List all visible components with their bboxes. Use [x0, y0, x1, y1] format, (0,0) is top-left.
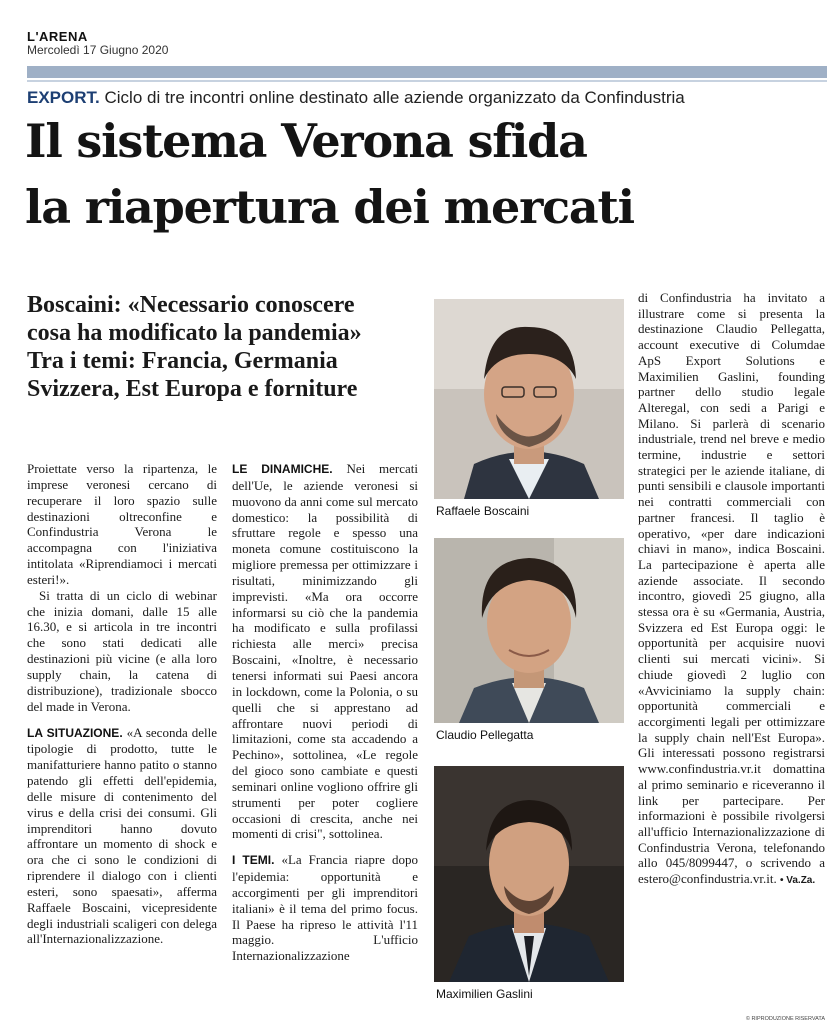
kicker [27, 86, 827, 110]
subhead-line-3: Tra i temi: Francia, Germania [27, 348, 338, 374]
article-column-3 [638, 290, 825, 889]
section-label-dinamiche: LE DINAMICHE. [232, 462, 333, 476]
header-rule-thin [27, 80, 827, 82]
kicker-text: Ciclo di tre incontri online destinato alle aziende organizzato da Confindustria [104, 88, 685, 107]
article-paragraph-text: Nei mercati dell'Ue, le aziende veronesi si muovono da anni come sul mercato domestico: la possibilità di sfruttare regole e spesso una moneta comune costituiscono la migliore premessa per ottimizzare i risultati, minimizzando gli imprevisti. «Ma ora occorre informarsi su ciò che la pandemia ha modificato e sulla profilassi richiesta alle merci» precisa Boscaini, «Inoltre, è necessario tenersi informati sui Paesi ancora in lockdown, come la Polonia, o su quelli che si apprestano ad affrontare nuovi periodi di limitazioni, come sta accadendo a Pechino», sottolinea, «Le regole del gioco sono cambiate e questi seminari online vogliono offrire gli strumenti per poter cogliere occasioni di crescita, anche nei momenti di crisi", sottolinea. [232, 461, 419, 842]
article-paragraph: Proiettate verso la ripartenza, le imprese veronesi cercano di recuperare il loro spazio sulle destinazioni oltreconfine e Confindustria Verona le accompagna con l'iniziativa intitolata «Riprendiamoci i mercati esteri!». [27, 461, 217, 587]
subhead-line-1: Boscaini: «Necessario conoscere [27, 292, 355, 318]
photo-claudio-pellegatta [434, 538, 624, 723]
article-paragraph [232, 461, 418, 842]
photo-maximilien-gaslini [434, 766, 624, 982]
subhead-line-4: Svizzera, Est Europa e forniture [27, 376, 358, 402]
copyright-note: © RIPRODUZIONE RISERVATA [745, 1016, 825, 1022]
photo-caption: Raffaele Boscaini [436, 504, 530, 518]
subhead [27, 291, 427, 403]
photo-caption: Maximilien Gaslini [436, 987, 533, 1001]
article-paragraph: Si tratta di un ciclo di webinar che inizia domani, dalle 15 alle 16.30, e si articola in tre incontri che sono stati dedicati alle destinazioni più vicine (e alla loro supply chain, la catena di distribuzione), tradizionale sbocco del made in Verona. [27, 587, 217, 714]
author-signature: • Va.Za. [779, 875, 816, 887]
photo-caption: Claudio Pellegatta [436, 728, 534, 742]
subhead-line-2: cosa ha modificato la pandemia» [27, 320, 362, 346]
publication-date: Mercoledì 17 Giugno 2020 [27, 43, 169, 57]
portrait-image [434, 538, 624, 723]
article-paragraph-text: «A seconda delle tipologie di prodotto, tutte le manifatturiere hanno patito o stanno patendo gli effetti dell'epidemia, delle misure di contenimento del virus e della crisi dei consumi. Gli imprenditori hanno dovuto affrontare un momento di shock e ora che ci sono le condizioni di riprendere il dialogo con i clienti esteri, sono spaesati», afferma Raffaele Boscaini, vicepresidente degli industriali scaligeri con delega all'Internazionalizzazione. [27, 724, 217, 947]
kicker-tag: EXPORT. [27, 88, 100, 107]
headline-line-2: la riapertura dei mercati [25, 180, 634, 234]
paper-name: L'ARENA [27, 29, 88, 44]
headline [25, 108, 835, 240]
article-paragraph [27, 725, 217, 948]
header-rule [27, 66, 827, 78]
article-paragraph-text: di Confindustria ha invitato a illustrare come si presenta la destinazione Claudio Pellegatta, account executive di Columdae ApS Export Solutions e Maximilien Gaslini, founding partner dello studio legale Alteregal, con sedi a Parigi e Milano. Si parlerà di scenario industriale, trend nel breve e medio termine, industrie e settori strategici per le aziende italiane, di punti sensibili e clausole importanti nei contratti commerciali con partner francesi. Il taglio è operativo, «per dare indicazioni chiavi in mano», indica Boscaini. La partecipazione è aperta alle aziende associate. Il secondo incontro, giovedì 25 giugno, alla stessa ora è su «Germania, Austria, Svizzera ed Est Europa oggi: le opportunità per acquisire nuovi clienti sui mercati vicini». Si chiude giovedì 2 luglio con «Avviciniamo la supply chain: opportunità commerciali e accorgimenti legali per ottimizzare la supply chain nell'Est Europa». Gli interessati possono registrarsi www.confindustria.vr.it domattina al primo seminario e riceveranno il link per partecipare. Per informazioni è possibile rivolgersi all'ufficio Internazionalizzazione di Confindustria Verona, telefonando allo 045/8099447, o scrivendo a estero@confindustria.vr.it. [638, 290, 825, 887]
portrait-image [434, 766, 624, 982]
portrait-image [434, 299, 624, 499]
photo-raffaele-boscaini [434, 299, 624, 499]
article-paragraph-text: «La Francia riapre dopo l'epidemia: opportunità e accorgimenti per gli imprenditori italiani» è il tema del primo focus. Il Paese ha ripreso le attività l'11 maggio. L'ufficio Internazionalizzazione [232, 852, 418, 964]
article-paragraph [638, 290, 825, 889]
article-column-2 [232, 461, 418, 964]
article-column-1 [27, 461, 217, 947]
headline-line-1: Il sistema Verona sfida [25, 114, 587, 168]
section-label-situazione: LA SITUAZIONE. [27, 725, 123, 740]
section-label-temi: I TEMI. [232, 853, 275, 868]
article-paragraph [232, 852, 418, 964]
masthead [27, 30, 827, 57]
